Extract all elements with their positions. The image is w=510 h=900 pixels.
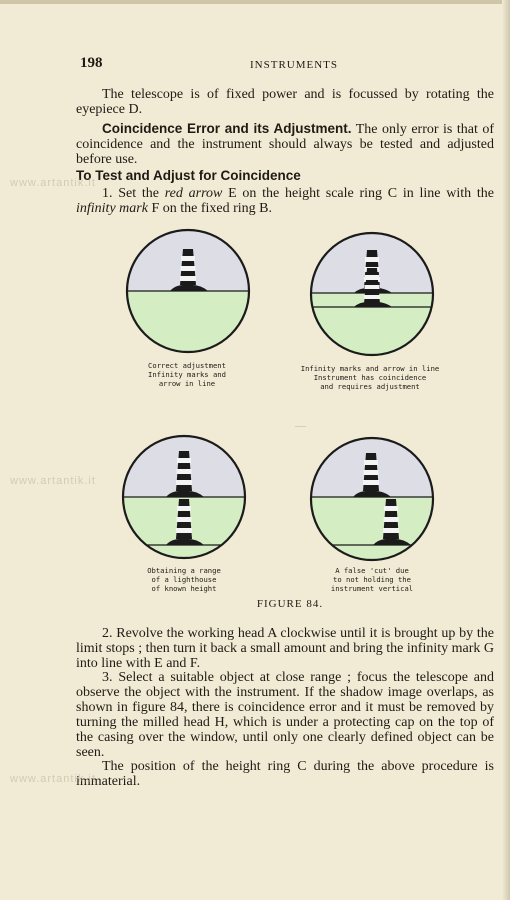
paragraph-telescope: The telescope is of fixed power and is focussed by rotating the eyepiece D.: [76, 87, 494, 117]
sea: [124, 291, 252, 355]
caption-figure-2: Infinity marks and arrow in line Instrument has coincidence and requires adjustment: [300, 364, 440, 391]
divider-mark: —: [295, 420, 306, 432]
running-head: INSTRUMENTS: [250, 59, 339, 71]
figure-obtaining-range: [120, 433, 248, 561]
figure-label: FIGURE 84.: [256, 598, 324, 610]
caption-figure-4: A false 'cut' due to not holding the instrument vertical: [330, 566, 414, 593]
figure-false-cut: [308, 435, 436, 563]
figure-correct-adjustment: [124, 227, 252, 355]
page-top-edge: [0, 0, 510, 4]
coincidence-heading: Coincidence Error and its Adjustment.: [102, 121, 352, 136]
watermark: www.artantik.it: [10, 773, 96, 785]
step-1-text-e: F on the fixed ring B.: [147, 201, 272, 216]
step-1: [76, 186, 494, 216]
coincidence-text: The only error is that of coincidence and the instrument should always be tested and adjusted before use.: [76, 122, 494, 167]
page-number: 198: [80, 55, 103, 71]
caption-figure-1: Correct adjustment Infinity marks and arrow in line: [148, 361, 226, 388]
step-1-text-c: E on the height scale ring C in line with the: [222, 186, 494, 201]
step-2: 2. Revolve the working head A clockwise until it is brought up by the limit stops ; then turn it back a small amount and bring the infinity mark G into line with E and F.: [76, 626, 494, 671]
step-1-red-arrow: red arrow: [164, 186, 223, 201]
page-right-edge: [502, 0, 510, 900]
caption-figure-3: Obtaining a range of a lighthouse of known height: [147, 566, 221, 593]
watermark: www.artantik.it: [10, 177, 96, 189]
test-heading: To Test and Adjust for Coincidence: [76, 168, 301, 183]
page-header: [80, 55, 496, 75]
step-1-infinity-mark: infinity mark: [76, 201, 148, 216]
watermark: www.artantik.it: [10, 475, 96, 487]
paragraph-coincidence-error: [76, 121, 494, 167]
step-1-text-a: 1. Set the: [102, 186, 165, 201]
paragraph-height-ring: The position of the height ring C during the above procedure is immaterial.: [76, 759, 494, 789]
figure-coincidence-error: [308, 230, 436, 358]
step-3: 3. Select a suitable object at close range ; focus the telescope and observe the object with the instrument. If the shadow image overlaps, as shown in figure 84, there is coincidence error and it must be removed by turning the milled head H, which is under a protecting cap on the top of the casing over the window, until only one clearly defined object can be seen.: [76, 670, 494, 760]
